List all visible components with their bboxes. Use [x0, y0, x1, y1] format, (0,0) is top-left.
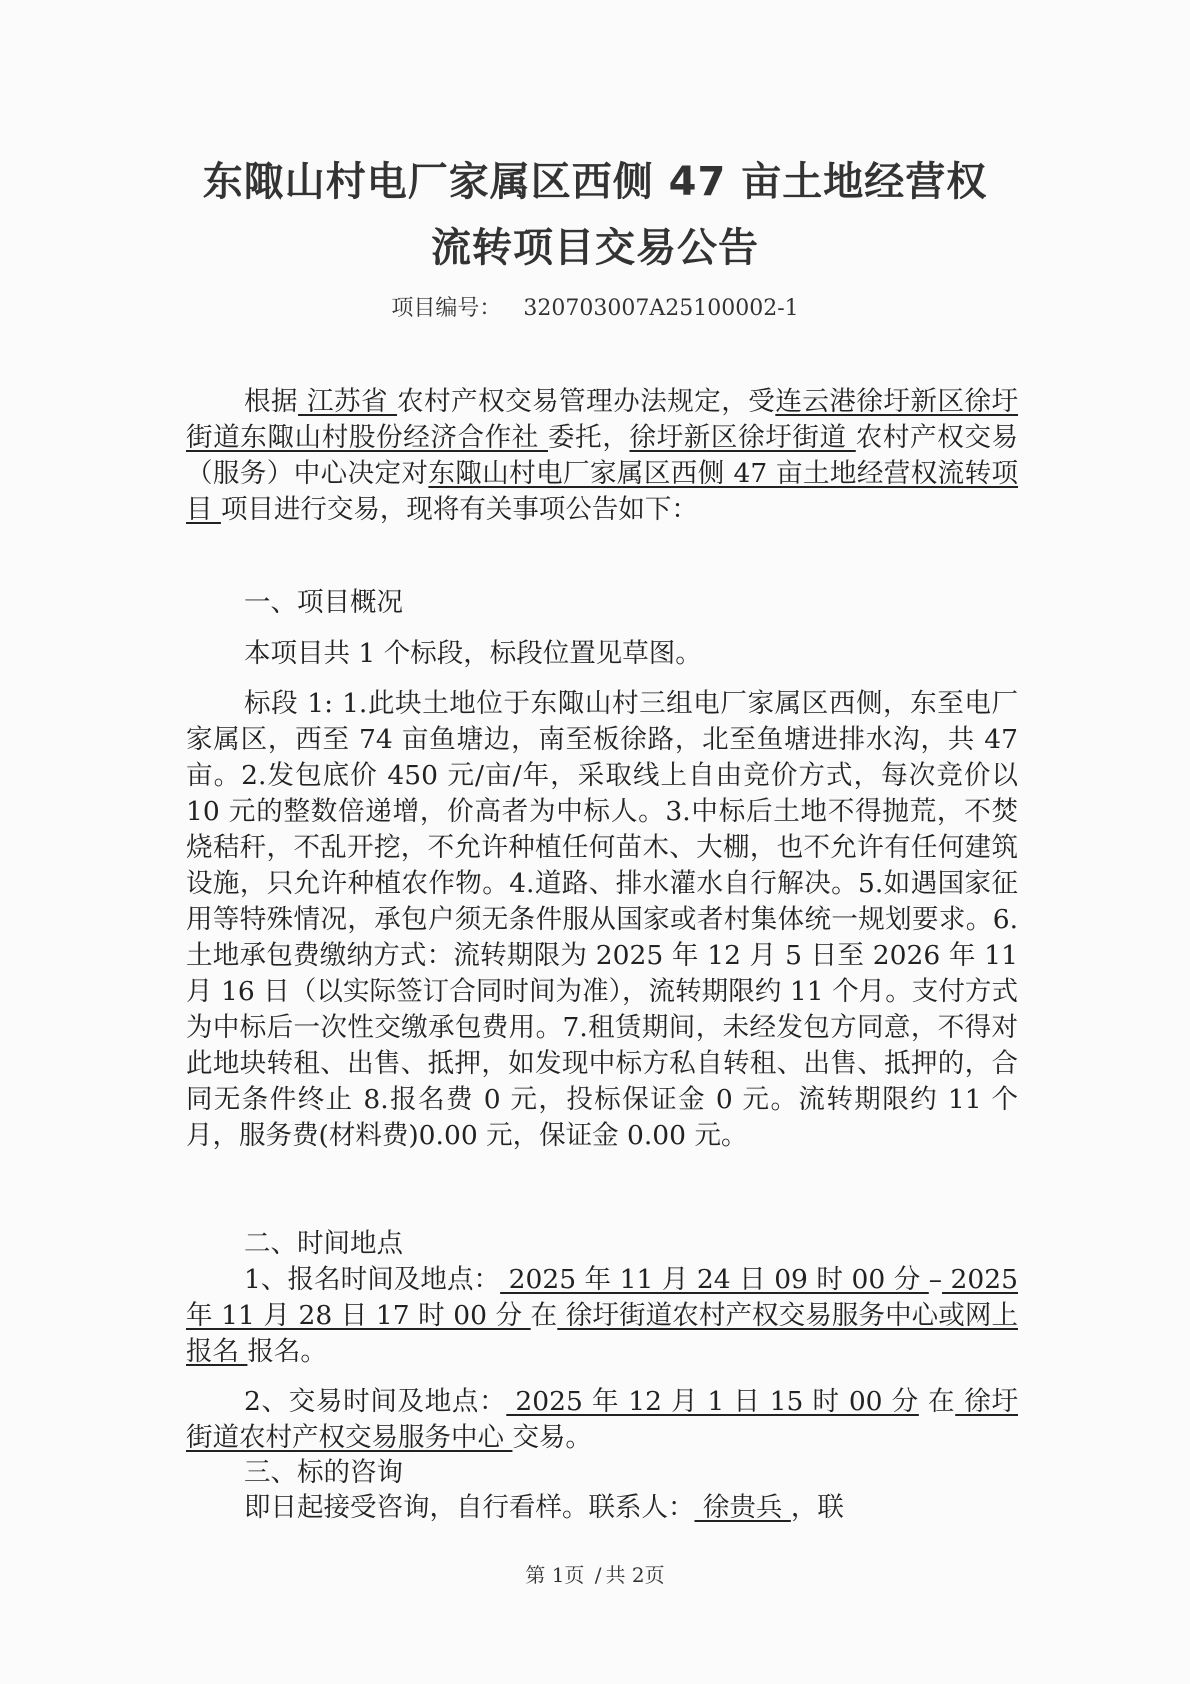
intro-end: 项目进行交易，现将有关事项公告如下： — [220, 494, 698, 525]
trading-time: 2025 年 12 月 1 日 15 时 00 分 — [506, 1386, 919, 1417]
registration-dash: – — [928, 1264, 943, 1295]
document-title-line1: 东陬山村电厂家属区西侧 47 亩土地经营权 — [202, 159, 988, 205]
consult-tail: ，联 — [790, 1492, 844, 1523]
section-heading-time: 二、时间地点 — [244, 1228, 403, 1259]
document-title-line2: 流转项目交易公告 — [431, 225, 759, 271]
intro-entrust-party: 连云港徐圩新区徐圩街道东陬山村股份经济合作社 — [186, 386, 1019, 453]
page-current: 第 1页 — [525, 1563, 585, 1587]
project-number-label: 项目编号： — [391, 296, 502, 321]
intro-project-name: 东陬山村电厂家属区西侧 47 亩土地经营权流转项目 — [186, 458, 1019, 525]
registration-place: 徐圩街道农村产权交易服务中心或网上报名 — [186, 1300, 1018, 1367]
page-separator: / — [594, 1563, 602, 1587]
intro-entrust: 委托， — [548, 422, 630, 453]
registration-suffix: 报名。 — [247, 1336, 327, 1367]
page-total: 共 2页 — [605, 1563, 665, 1587]
lot-description: 标段 1: 1.此块土地位于东陬山村三组电厂家属区西侧，东至电厂家属区，西至 74 亩鱼塘边，南至板徐路，北至鱼塘进排水沟，共 47 亩。2.发包底价 450 元/亩/年，采取线上自由竞价方式，每次竞价以 10 元的整数倍递增，价高者为中标人。3.中标后土地不得抛荒，不焚烧秸秆，不乱开挖，不允许种植任何苗木、大棚，也不允许有任何建筑设施，只允许种植农作物。4.道路、排水灌水自行解决。5.如遇国家征用等特殊情况，承包户须无条件服从国家或者村集体统一规划要求。6.土地承包费缴纳方式：流转期限为 2025 年 12 月 5 日至 2026 年 11 月 16 日（以实际签订合同时间为准），流转期限约 11 个月。支付方式为中标后一次性交缴承包费用。7.租赁期间，未经发包方同意，不得对此地块转租、出售、抵押，如发现中标方私自转租、出售、抵押的，合同无条件终止 8.报名费 0 元，投标保证金 0 元。流转期限约 11 个月，服务费(材料费)0.00 元，保证金 0.00 元。 — [186, 688, 1018, 1151]
trading-suffix: 交易。 — [512, 1422, 592, 1453]
registration-at: 在 — [530, 1300, 558, 1331]
page-footer — [0, 1559, 1190, 1588]
trading-paragraph — [186, 1384, 1018, 1456]
contact-name: 徐贵兵 — [694, 1492, 791, 1523]
consult-text: 即日起接受咨询，自行看样。联系人： — [244, 1492, 695, 1523]
intro-paragraph — [186, 384, 1018, 528]
consult-paragraph — [186, 1490, 1018, 1526]
intro-center: 徐圩新区徐圩街道 — [629, 422, 856, 453]
project-number — [0, 291, 1190, 322]
trading-at: 在 — [927, 1386, 956, 1417]
registration-label: 1、报名时间及地点： — [244, 1264, 501, 1295]
sections-count-text: 本项目共 1 个标段，标段位置见草图。 — [244, 638, 702, 669]
intro-center-text: 农村产权交易（服务）中心决定对 — [186, 422, 1018, 489]
section-heading-consult: 三、标的咨询 — [244, 1457, 403, 1488]
registration-paragraph — [186, 1262, 1018, 1370]
intro-province: 江苏省 — [298, 386, 398, 417]
section-heading-overview: 一、项目概况 — [244, 587, 403, 618]
intro-according: 根据 — [244, 386, 299, 417]
trading-place: 徐圩街道农村产权交易服务中心 — [186, 1386, 1018, 1453]
registration-start: 2025 年 11 月 24 日 09 时 00 分 — [500, 1264, 929, 1295]
project-number-value: 320703007A25100002-1 — [523, 296, 799, 321]
intro-rule: 农村产权交易管理办法规定，受 — [397, 386, 776, 417]
trading-label: 2、交易时间及地点： — [244, 1386, 507, 1417]
registration-end: 2025 年 11 月 28 日 17 时 00 分 — [186, 1264, 1018, 1331]
